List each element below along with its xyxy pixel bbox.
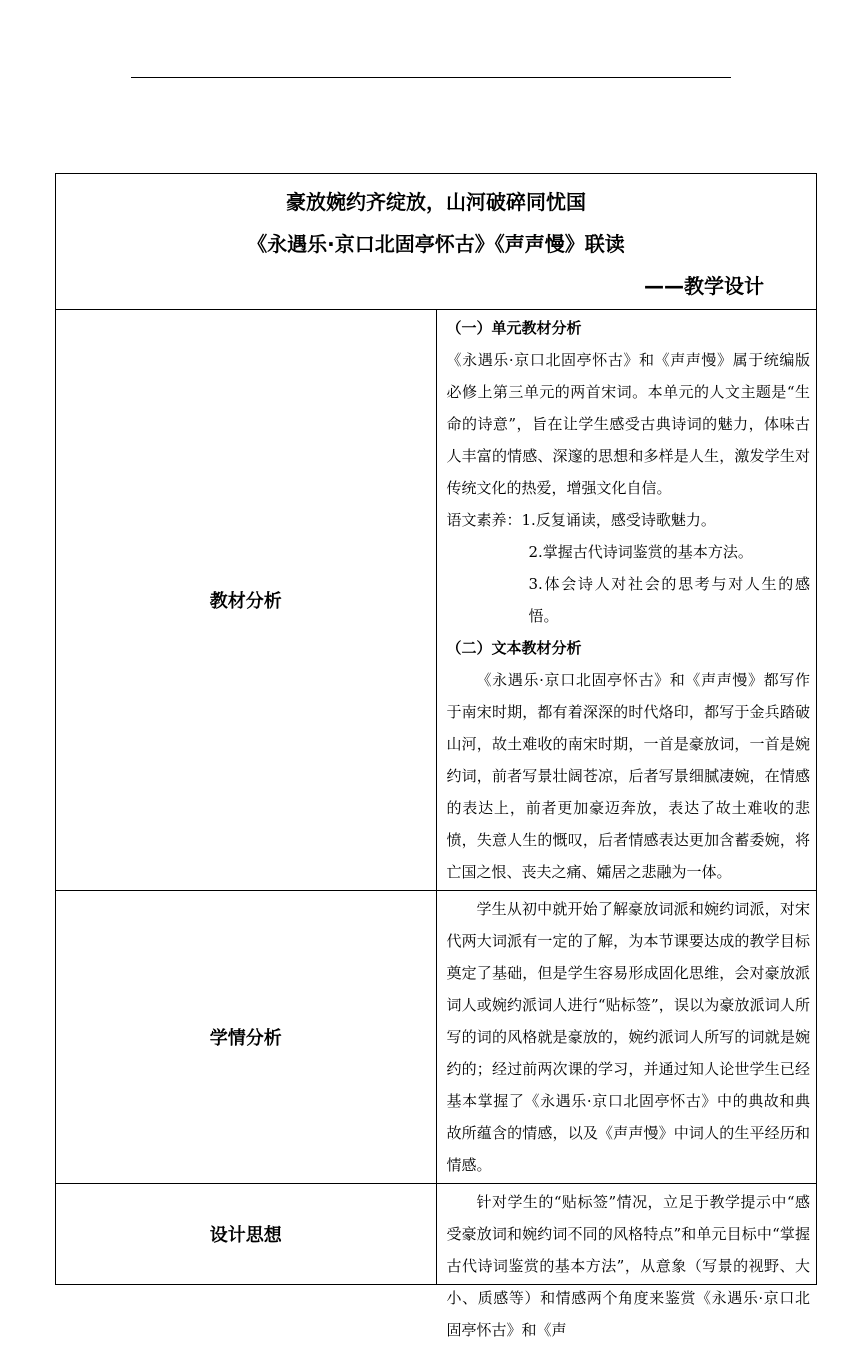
- literacy-item-text: 1.反复诵读，感受诗歌魅力。: [521, 511, 716, 529]
- learner-analysis-content: [436, 891, 817, 1184]
- material-analysis-content: [436, 310, 817, 891]
- text-analysis-heading: （二）文本教材分析: [446, 639, 582, 657]
- literacy-item-1: [447, 504, 811, 536]
- learner-analysis-label: 学情分析: [56, 891, 437, 1184]
- learner-analysis-text: 学生从初中就开始了解豪放词派和婉约词派，对宋代两大词派有一定的了解，为本节课要达成的教学目标奠定了基础，但是学生容易形成固化思维，会对豪放派词人或婉约派词人进行“贴标签”，误以为豪放派词人所写的词的风格就是豪放的，婉约派词人所写的词就是婉约的；经过前两次课的学习，并通过知人论世学生已经基本掌握了《永遇乐·京口北固亭怀古》中的典故和典故所蕴含的情感，以及《声声慢》中词人的生平经历和情感。: [446, 900, 810, 1174]
- header-rule: [131, 77, 731, 78]
- title-row: [56, 174, 817, 310]
- material-analysis-row: [56, 310, 817, 891]
- material-analysis-label: 教材分析: [56, 310, 437, 891]
- design-idea-wrap: [446, 1186, 811, 1339]
- text-analysis-text: 《永遇乐·京口北固亭怀古》和《声声慢》都写作于南宋时期，都有着深深的时代烙印，都写于金兵踏破山河，故土难收的南宋时期，一首是豪放词，一首是婉约词，前者写景壮阔苍凉，后者写景细腻凄婉，在情感的表达上，前者更加豪迈奔放，表达了故土难收的悲愤，失意人生的慨叹，后者情感表达更加含蓄委婉，将亡国之恨、丧夫之痛、孀居之悲融为一体。: [446, 671, 810, 881]
- design-idea-row: [56, 1184, 817, 1285]
- title-cell: [56, 174, 817, 310]
- literacy-item-2: 2.掌握古代诗词鉴赏的基本方法。: [528, 543, 753, 561]
- unit-analysis-text: 《永遇乐·京口北固亭怀古》和《声声慢》属于统编版必修上第三单元的两首宋词。本单元的人文主题是“生命的诗意”，旨在让学生感受古典诗词的魅力，体味古人丰富的情感、深邃的思想和多样是人生，激发学生对传统文化的热爱，增强文化自信。: [446, 351, 810, 497]
- design-idea-content: [436, 1184, 817, 1339]
- lesson-design-table: [55, 173, 817, 1339]
- literacy-item-3: 3.体会诗人对社会的思考与对人生的感悟。: [528, 575, 810, 625]
- design-idea-text: 针对学生的“贴标签”情况，立足于教学提示中“感受豪放词和婉约词不同的风格特点”和单元目标中“掌握古代诗词鉴赏的基本方法”，从意象（写景的视野、大小、质感等）和情感两个角度来鉴赏《永遇乐·京口北固亭怀古》和《声: [446, 1193, 810, 1339]
- learner-analysis-row: [56, 891, 817, 1184]
- document-subtitle: 《永遇乐·京口北固亭怀古》《声声慢》联读: [247, 231, 625, 256]
- document-title: 豪放婉约齐绽放，山河破碎同忧国: [286, 189, 586, 214]
- literacy-label: 语文素养：: [446, 511, 522, 529]
- design-idea-label: 设计思想: [56, 1184, 437, 1285]
- document-type: ——教学设计: [644, 273, 764, 298]
- unit-analysis-heading: （一）单元教材分析: [446, 319, 582, 337]
